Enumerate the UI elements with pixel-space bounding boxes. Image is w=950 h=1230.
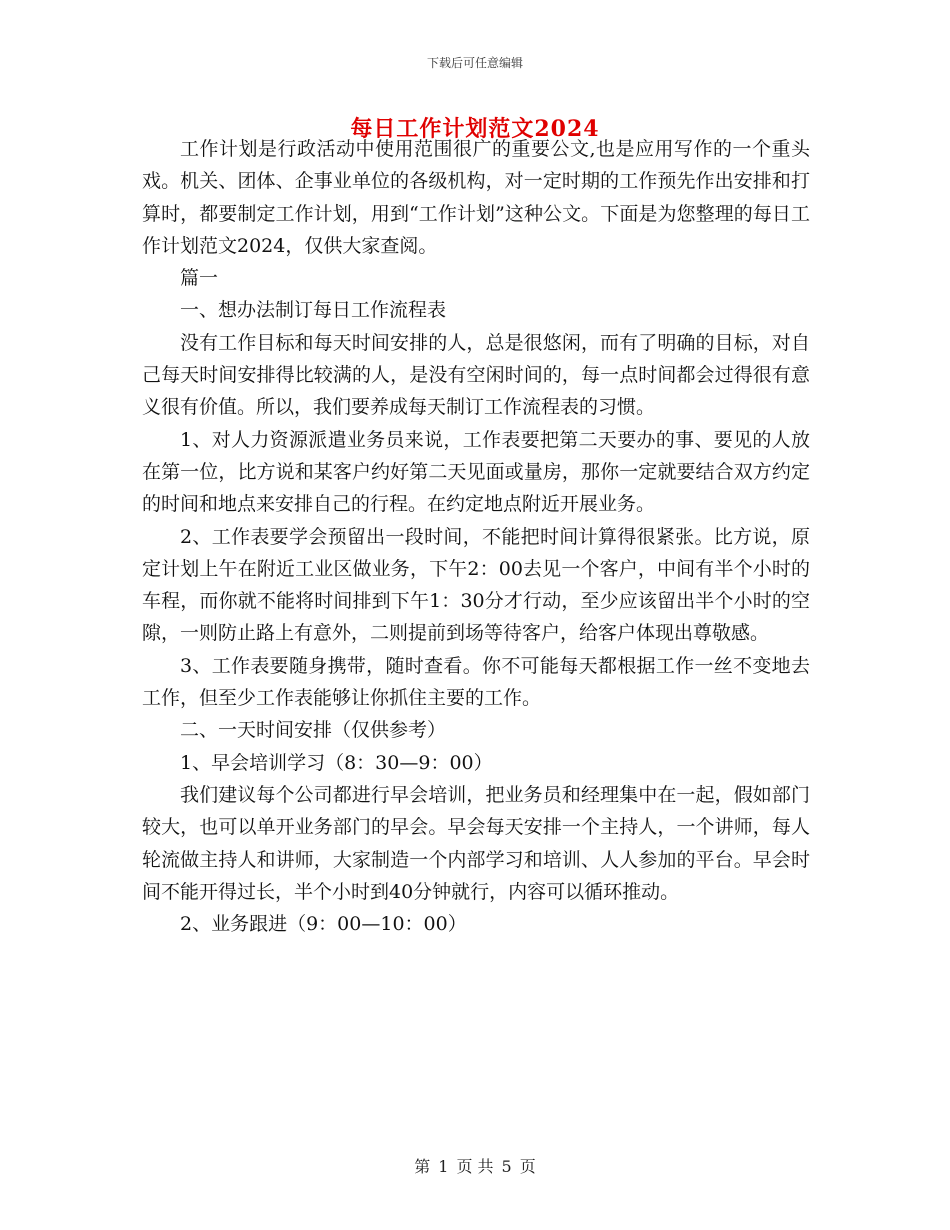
list-item-2: 2、工作表要学会预留出一段时间，不能把时间计算得很紧张。比方说，原定计划上午在附近工业区做业务，下午2：00去见一个客户，中间有半个小时的车程，而你就不能将时间排到下午1：30分才行动，至少应该留出半个小时的空隙，一则防止路上有意外，二则提前到场等待客户，给客户体现出尊敬感。 bbox=[142, 525, 810, 645]
heading-2: 二、一天时间安排（仅供参考） bbox=[180, 719, 447, 742]
page-label-prefix: 第 bbox=[414, 1157, 431, 1176]
page-label-mid: 页 共 bbox=[456, 1157, 494, 1176]
document-title: 每日工作计划范文2024 bbox=[350, 116, 600, 142]
intro-paragraph: 工作计划是行政活动中使用范围很广的重要公文,也是应用写作的一个重头戏。机关、团体、企事业单位的各级机构，对一定时期的工作预先作出安排和打算时，都要制定工作计划，用到“工作计划”这种公文。下面是为您整理的每日工作计划范文2024，仅供大家查阅。 bbox=[142, 138, 810, 257]
subheading-morning-meeting: 1、早会培训学习（8：30—9：00） bbox=[180, 751, 493, 774]
subheading-business-followup: 2、业务跟进（9：00—10：00） bbox=[180, 913, 467, 936]
list-item-1: 1、对人力资源派遣业务员来说，工作表要把第二天要办的事、要见的人放在第一位，比方说和某客户约好第二天见面或量房，那你一定就要结合双方约定的时间和地点来安排自己的行程。在约定地点附近开展业务。 bbox=[142, 428, 810, 516]
header-note: 下载后可任意编辑 bbox=[426, 56, 523, 70]
page-total-number: 5 bbox=[501, 1157, 512, 1176]
page-label-suffix: 页 bbox=[519, 1157, 536, 1176]
body-paragraph: 没有工作目标和每天时间安排的人，总是很悠闲，而有了明确的目标，对自己每天时间安排得比较满的人，是没有空闲时间的，每一点时间都会过得很有意义很有价值。所以，我们要养成每天制订工作流程表的习惯。 bbox=[142, 331, 810, 419]
section-label: 篇一 bbox=[180, 267, 219, 290]
body-paragraph-morning-meeting: 我们建议每个公司都进行早会培训，把业务员和经理集中在一起，假如部门较大，也可以单开业务部门的早会。早会每天安排一个主持人，一个讲师，每人轮流做主持人和讲师，大家制造一个内部学习和培训、人人参加的平台。早会时间不能开得过长，半个小时到40分钟就行，内容可以循环推动。 bbox=[142, 783, 810, 903]
page-current-number: 1 bbox=[438, 1157, 449, 1176]
document-body bbox=[142, 133, 810, 940]
list-item-3: 3、工作表要随身携带，随时查看。你不可能每天都根据工作一丝不变地去工作，但至少工作表能够让你抓住主要的工作。 bbox=[142, 654, 810, 710]
page-footer bbox=[0, 1154, 950, 1177]
heading-1: 一、想办法制订每日工作流程表 bbox=[180, 299, 447, 322]
